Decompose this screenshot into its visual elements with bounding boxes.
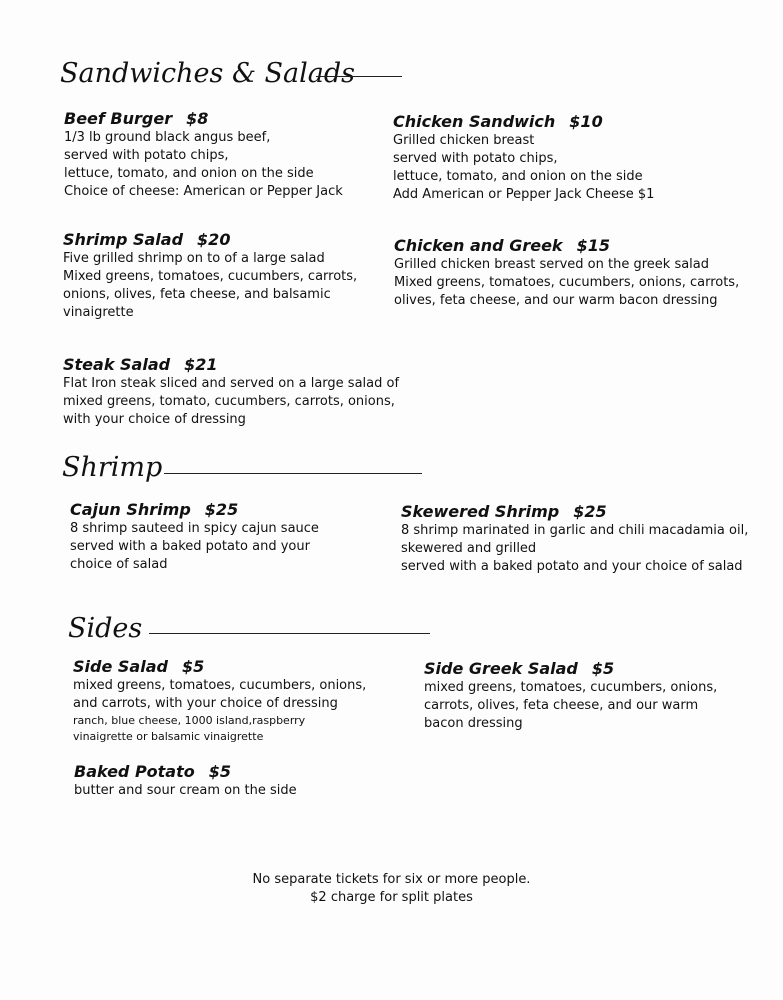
item-description-line: Mixed greens, tomatoes, cucumbers, onions, carrots, (394, 275, 740, 290)
item-name: Side Salad (73, 657, 168, 676)
dressing-options-line: ranch, blue cheese, 1000 island,raspberry (73, 714, 306, 727)
item-description-line: mixed greens, tomatoes, cucumbers, onions, (424, 680, 718, 695)
menu-item-baked-potato (74, 762, 297, 800)
item-price: $8 (186, 109, 209, 128)
item-description-line: vinaigrette (63, 305, 134, 320)
item-description-line: Grilled chicken breast (393, 133, 535, 148)
item-description-line: olives, feta cheese, and our warm bacon dressing (394, 293, 718, 308)
section-title-sides: Sides (68, 613, 143, 644)
item-price: $21 (184, 355, 218, 374)
menu-item-shrimp-salad (63, 230, 357, 322)
menu-item-side-greek-salad (424, 659, 717, 733)
section-title-shrimp: Shrimp (62, 452, 163, 483)
item-heading (393, 112, 654, 132)
item-name: Shrimp Salad (63, 230, 184, 249)
item-name: Skewered Shrimp (401, 502, 560, 521)
item-heading (70, 500, 319, 520)
item-description-line: 1/3 lb ground black angus beef, (64, 130, 271, 145)
item-description-line: and carrots, with your choice of dressing (73, 696, 338, 711)
menu-item-steak-salad (63, 355, 399, 429)
item-description-line: mixed greens, tomato, cucumbers, carrots, onions, (63, 394, 395, 409)
item-description-line: carrots, olives, feta cheese, and our warm (424, 698, 699, 713)
footer-line-split-plates: $2 charge for split plates (310, 890, 473, 905)
item-heading (394, 236, 739, 256)
menu-item-chicken-sandwich (393, 112, 654, 204)
section-rule (316, 76, 402, 77)
section-title-sandwiches-salads: Sandwiches & Salads (60, 58, 356, 89)
item-description-line: 8 shrimp marinated in garlic and chili macadamia oil, (401, 523, 749, 538)
item-description-line: Flat Iron steak sliced and served on a large salad of (63, 376, 400, 391)
item-name: Side Greek Salad (424, 659, 578, 678)
item-name: Steak Salad (63, 355, 171, 374)
item-heading (401, 502, 748, 522)
item-description-line: Mixed greens, tomatoes, cucumbers, carrots, (63, 269, 358, 284)
item-description-line: 8 shrimp sauteed in spicy cajun sauce (70, 521, 319, 536)
section-rule (149, 633, 430, 634)
item-price: $5 (591, 659, 615, 678)
item-description-line: with your choice of dressing (63, 412, 246, 427)
item-name: Baked Potato (74, 762, 195, 781)
item-description-line: lettuce, tomato, and onion on the side (393, 169, 643, 184)
footer-notice (0, 871, 783, 907)
item-description-line: bacon dressing (424, 716, 523, 731)
item-description-line: Choice of cheese: American or Pepper Jack (64, 184, 343, 199)
item-description-line: served with potato chips, (64, 148, 229, 163)
item-price: $10 (569, 112, 603, 131)
item-description-line: served with potato chips, (393, 151, 558, 166)
item-price: $5 (181, 657, 205, 676)
item-description-line: served with a baked potato and your (70, 539, 310, 554)
item-description-line: mixed greens, tomatoes, cucumbers, onions, (73, 678, 367, 693)
item-name: Chicken and Greek (394, 236, 563, 255)
item-price: $5 (208, 762, 232, 781)
item-heading (424, 659, 717, 679)
menu-item-side-salad (73, 657, 366, 745)
item-heading (73, 657, 366, 677)
item-description-line: Five grilled shrimp on to of a large salad (63, 251, 325, 266)
item-price: $25 (204, 500, 239, 519)
item-name: Chicken Sandwich (393, 112, 556, 131)
item-name: Cajun Shrimp (70, 500, 191, 519)
item-heading (74, 762, 297, 782)
item-description-line: served with a baked potato and your choice of salad (401, 559, 743, 574)
item-heading (63, 230, 357, 250)
item-name: Beef Burger (64, 109, 173, 128)
item-price: $15 (576, 236, 610, 255)
menu-item-chicken-and-greek (394, 236, 739, 310)
item-description-line: skewered and grilled (401, 541, 537, 556)
item-description-line: choice of salad (70, 557, 168, 572)
footer-line-split-tickets: No separate tickets for six or more people. (252, 872, 531, 887)
section-rule (164, 473, 422, 474)
item-description-line: butter and sour cream on the side (74, 783, 297, 798)
item-price: $25 (573, 502, 607, 521)
item-description-line: Grilled chicken breast served on the greek salad (394, 257, 710, 272)
item-description-line: lettuce, tomato, and onion on the side (64, 166, 314, 181)
item-heading (64, 109, 343, 129)
item-price: $20 (197, 230, 231, 249)
menu-item-skewered-shrimp (401, 502, 748, 576)
item-description-line: onions, olives, feta cheese, and balsamic (63, 287, 331, 302)
dressing-options-line: vinaigrette or balsamic vinaigrette (73, 730, 264, 743)
menu-item-beef-burger (64, 109, 343, 201)
item-description-line: Add American or Pepper Jack Cheese $1 (393, 187, 655, 202)
item-heading (63, 355, 399, 375)
menu-item-cajun-shrimp (70, 500, 319, 574)
